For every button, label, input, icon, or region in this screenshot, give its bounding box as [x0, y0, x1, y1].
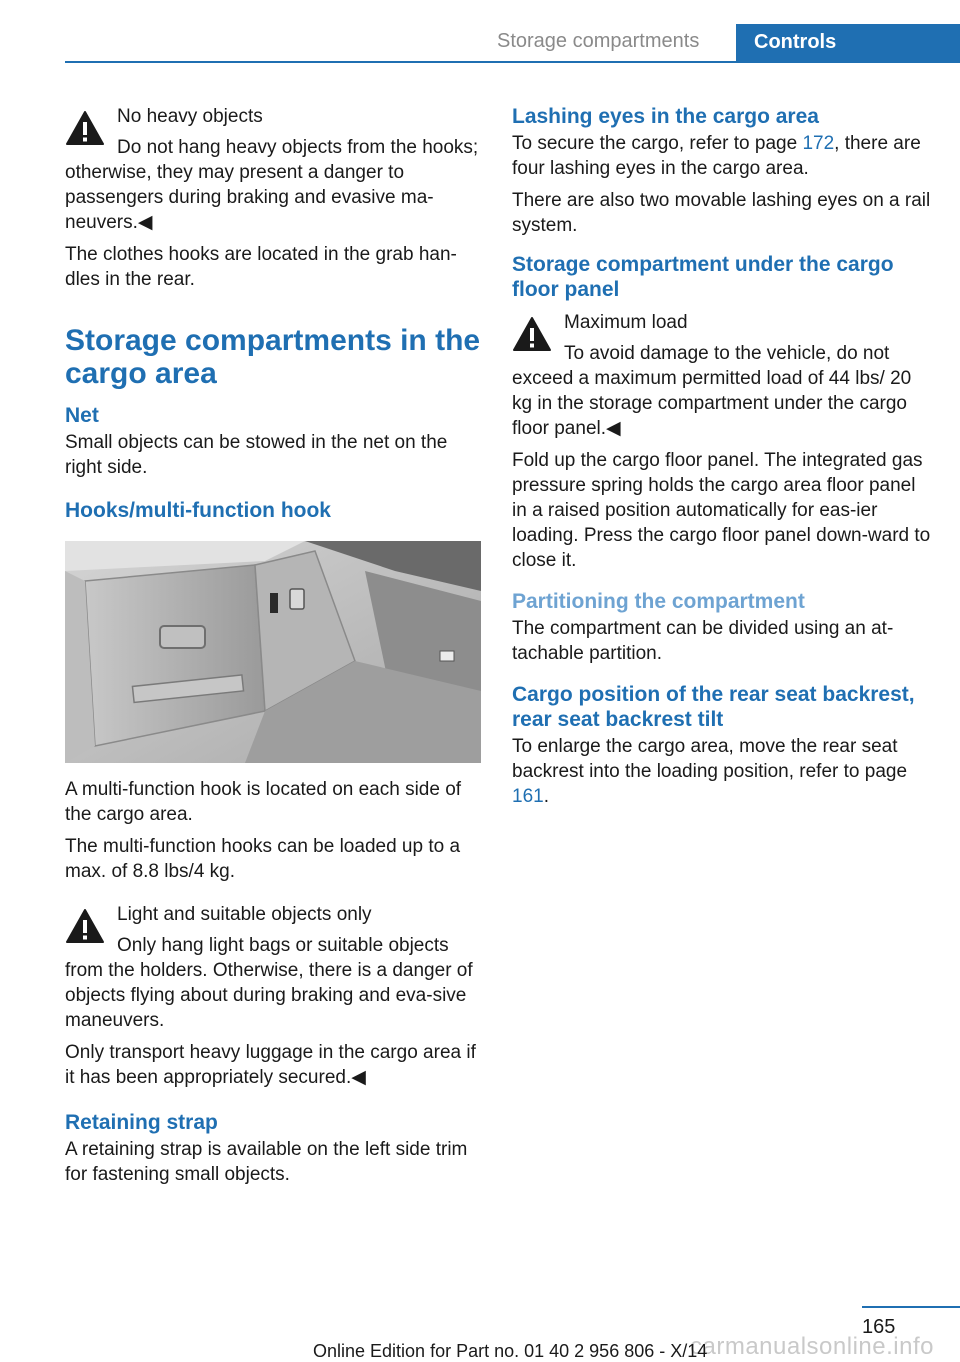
- header-section-title: Storage compartments: [497, 30, 700, 52]
- warning-title: Maximum load: [564, 312, 688, 333]
- text-span: To secure the cargo, refer to page: [512, 133, 803, 154]
- section-heading: Storage compartments in the cargo area: [65, 324, 481, 390]
- warning-triangle-icon: [65, 110, 105, 146]
- hooks-text-1: A multi-function hook is located on each side of the cargo area.: [65, 779, 462, 825]
- storage-compartment-text: Fold up the cargo floor panel. The integrated gas pressure spring holds the cargo area floor panel in a raised position automatically for eas‐ier loading. Press the cargo floor panel down‐ward to close it.: [512, 450, 931, 571]
- hooks-heading: Hooks/multi-function hook: [65, 499, 331, 522]
- lashing-eyes-text-1: [512, 131, 932, 181]
- lashing-eyes-heading: Lashing eyes in the cargo area: [512, 105, 819, 128]
- cargo-area-hooks-image: [65, 541, 481, 763]
- footer-rule: [862, 1306, 960, 1308]
- lashing-eyes-text-2: There are also two movable lashing eyes on a rail system.: [512, 190, 931, 236]
- partitioning-heading: Partitioning the compartment: [512, 590, 805, 613]
- right-column: [512, 104, 932, 816]
- warning-maximum-load: [512, 310, 932, 441]
- net-heading: Net: [65, 404, 99, 427]
- text-span: , there are four lashing eyes in the cargo area.: [512, 133, 921, 179]
- retaining-strap-heading: Retaining strap: [65, 1111, 218, 1134]
- page-link-161[interactable]: 161: [512, 786, 544, 807]
- partitioning-text: The compartment can be divided using an at‐tachable partition.: [512, 618, 894, 664]
- page-link-172[interactable]: 172: [802, 133, 835, 154]
- warning-text: Do not hang heavy objects from the hooks; otherwise, they may present a danger to passengers during braking and evasive ma‐neuvers.◀: [65, 137, 479, 233]
- header-rule: [65, 61, 960, 63]
- warning-text: To avoid damage to the vehicle, do not exceed a maximum permitted load of 44 lbs/ 20 kg in the storage compartment under the cargo floor panel.◀: [512, 343, 912, 439]
- warning-text-2: Only transport heavy luggage in the cargo area if it has been appropriately secured.◀: [65, 1042, 476, 1088]
- text-span: To enlarge the cargo area, move the rear seat backrest into the loading position, refer to page: [512, 736, 908, 782]
- retaining-strap-text: A retaining strap is available on the left side trim for fastening small objects.: [65, 1139, 468, 1185]
- warning-triangle-icon: [512, 316, 552, 352]
- text-span: .: [543, 786, 549, 807]
- net-text: Small objects can be stowed in the net on the right side.: [65, 432, 448, 478]
- warning-title: Light and suitable objects only: [117, 904, 372, 925]
- storage-compartment-heading: Storage compartment under the cargo floor panel: [512, 253, 894, 301]
- clothes-hooks-text: The clothes hooks are located in the grab han‐dles in the rear.: [65, 244, 457, 290]
- cargo-position-heading: Cargo position of the rear seat backrest, rear seat backrest tilt: [512, 683, 915, 731]
- warning-heavy-objects: [65, 104, 485, 235]
- warning-title: No heavy objects: [117, 106, 263, 127]
- hooks-text-2: The multi-function hooks can be loaded up to a max. of 8.8 lbs/4 kg.: [65, 836, 461, 882]
- page-number: 165: [862, 1316, 896, 1338]
- warning-triangle-icon: [65, 908, 105, 944]
- watermark: carmanualsonline.info: [690, 1333, 934, 1360]
- warning-text: Only hang light bags or suitable objects from the holders. Otherwise, there is a danger of objects flying about during braking and eva‐sive maneuvers.: [65, 935, 473, 1031]
- edition-text: Online Edition for Part no. 01 40 2 956 806 - X/14: [313, 1341, 708, 1361]
- header-chapter-tab: Controls: [736, 24, 960, 63]
- left-column: [65, 104, 485, 1194]
- cargo-position-text: [512, 734, 932, 809]
- warning-light-objects: [65, 902, 485, 1090]
